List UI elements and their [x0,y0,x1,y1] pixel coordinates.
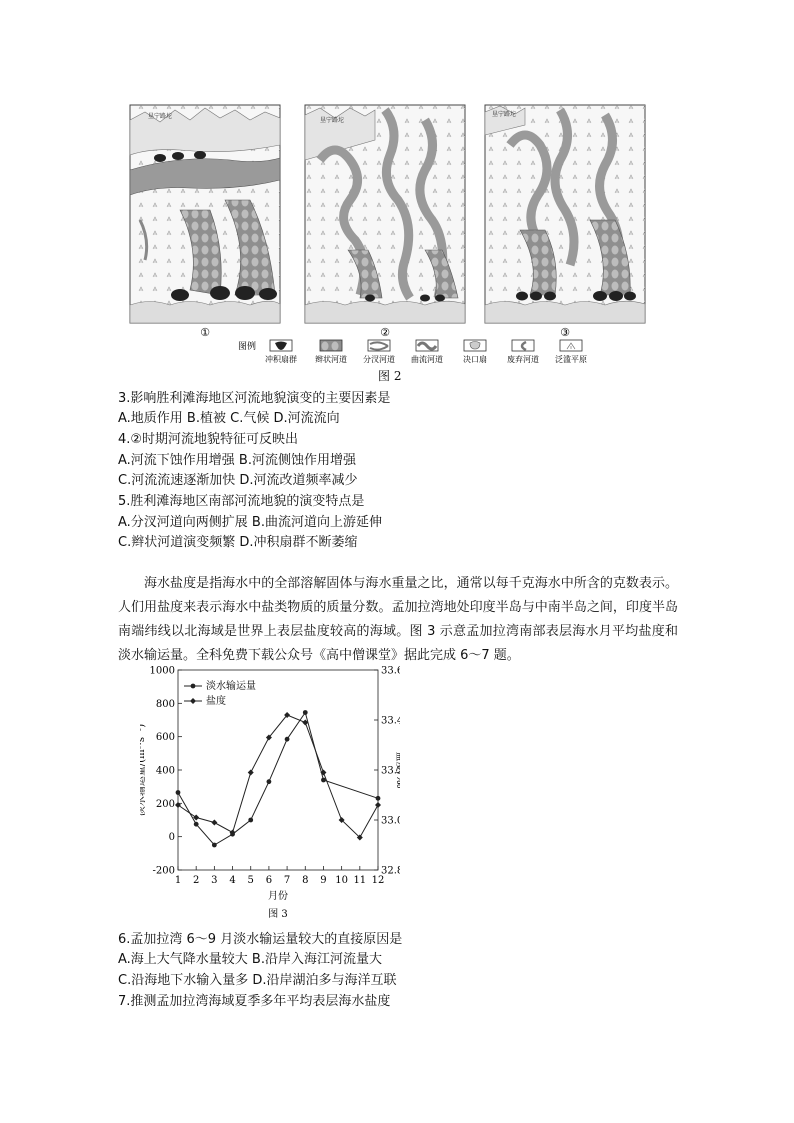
x-tick-label: 5 [247,875,254,886]
question-4-options-cd: C.河流流速逐渐加快 D.河流改道频率减少 [118,473,358,488]
question-6-options-cd: C.沿海地下水输入量多 D.沿岸湖泊多与海洋互联 [118,973,397,988]
data-point-freshwater [176,790,181,795]
panel-1-map [130,105,280,323]
question-4-options-ab: A.河流下蚀作用增强 B.河流侧蚀作用增强 [118,453,356,468]
x-tick-label: 7 [283,875,291,886]
question-6-stem: 6.孟加拉湾 6～9 月淡水输运量较大的直接原因是 [118,932,403,947]
legend-label-braided-channel: 辫状河道 [315,355,347,364]
panel-2-map [305,105,465,323]
series-line-2 [178,715,378,838]
intro-paragraph: 海水盐度是指海水中的全部溶解固体与海水重量之比，通常以每千克海水中所含的克数表示。人们用盐度来表示海水中盐类物质的质量分数。孟加拉湾地处印度半岛与中南半岛之间，印度半岛南端纬线以北海域是世界上表层盐度较高的海域。图 3 示意孟加拉湾南部表层海水月平均盐度和淡水输运量。全科免费下载公众号《高中僧课堂》据此完成 6～7 题。 [118,576,678,663]
figure-2-caption: 图 2 [378,369,402,383]
data-point-freshwater [376,796,381,801]
panel-3-label: ③ [560,326,570,339]
data-point-salinity [375,802,381,808]
chart-legend [184,679,256,707]
x-tick-label: 4 [229,875,236,886]
floodplain-icon [560,340,582,351]
panel-3-town-label: 垦宁路坨 [492,111,517,118]
legend-marker-circle [191,684,196,689]
y-right-tick-label: 33. [381,765,397,777]
y-left-tick-label: 0 [168,832,175,844]
panel-1-label: ① [200,326,210,339]
y-axis-right-label: 盐度/‰ [394,751,400,789]
y-right-tick-label: 33. [381,815,397,827]
braided-channel-icon [320,340,342,351]
y-left-tick-label: -200 [152,865,175,877]
x-tick-label: 6 [265,875,273,886]
data-point-freshwater [248,818,253,823]
x-tick-label: 8 [302,875,309,886]
y-left-tick-label: 1000 [149,665,175,677]
legend-label-branching-channel: 分汊河道 [363,355,395,364]
legend-marker-diamond [190,698,196,704]
question-5-options-cd: C.辫状河道演变频繁 D.冲积扇群不断萎缩 [118,535,358,550]
x-tick-label: 12 [371,875,385,886]
panel-2-label: ② [380,326,390,339]
legend-label-abandoned-channel: 废弃河道 [507,355,539,364]
legend-label-alluvial-fan: 冲积扇群 [265,355,297,364]
data-point-freshwater [321,778,326,783]
y-right-tick-label: 32. [381,865,397,877]
figure-2-legend [238,340,587,364]
legend-label-floodplain: 泛滥平原 [555,355,587,364]
data-point-salinity [248,770,254,776]
question-3-stem: 3.影响胜利滩海地区河流地貌演变的主要因素是 [118,391,391,406]
panel-2-town-label: 垦宁路坨 [320,117,345,124]
x-axis-label: 月份 [268,891,288,902]
data-point-freshwater [212,843,217,848]
series-line-1 [178,713,378,846]
y-left-tick-label: 600 [155,732,175,744]
y-left-tick-label: 400 [155,765,175,777]
legend-series-1: 淡水输运量 [206,681,256,692]
figure-2-illustration [120,100,650,368]
panel-3-map [485,105,645,323]
y-axis-left-label: 淡水输运量/(m³·s⁻¹) [140,723,147,817]
figure-2 [120,100,650,368]
y-left-tick-label: 200 [155,798,175,810]
question-5-options-ab: A.分汊河道向两侧扩展 B.曲流河道向上游延伸 [118,515,382,530]
figure-3-caption: 图 3 [268,909,288,920]
figure-3-chart [140,660,400,925]
question-4-stem: 4.②时期河流地貌特征可反映出 [118,432,299,447]
x-tick-label: 10 [335,875,349,886]
data-point-salinity [211,820,217,826]
y-right-tick-label: 33. [381,715,397,727]
legend-label-meandering-channel: 曲流河道 [411,355,443,364]
question-5-stem: 5.胜利滩海地区南部河流地貌的演变特点是 [118,494,365,509]
legend-series-2: 盐度 [206,696,226,707]
question-6-options-ab: A.海上大气降水量较大 B.沿岸入海江河流量大 [118,952,382,967]
x-tick-label: 2 [192,875,200,886]
panel-1-town-label: 垦宁路坨 [148,113,173,120]
y-left-tick-label: 800 [155,698,175,710]
data-point-freshwater [303,710,308,715]
data-point-freshwater [285,737,290,742]
question-3-options: A.地质作用 B.植被 C.气候 D.河流流向 [118,411,340,426]
data-point-freshwater [194,822,199,827]
data-point-freshwater [267,779,272,784]
x-tick-label: 1 [174,875,182,886]
y-right-tick-label: 33. [381,665,397,677]
x-tick-label: 3 [211,875,218,886]
data-point-salinity [175,802,181,808]
question-7-stem: 7.推测孟加拉湾海域夏季多年平均表层海水盐度 [118,994,391,1009]
figure-3-svg [140,660,400,925]
x-tick-label: 9 [320,875,327,886]
legend-title: 图例 [238,342,257,352]
legend-label-crevasse-splay: 决口扇 [463,355,487,364]
x-tick-label: 11 [353,875,367,886]
